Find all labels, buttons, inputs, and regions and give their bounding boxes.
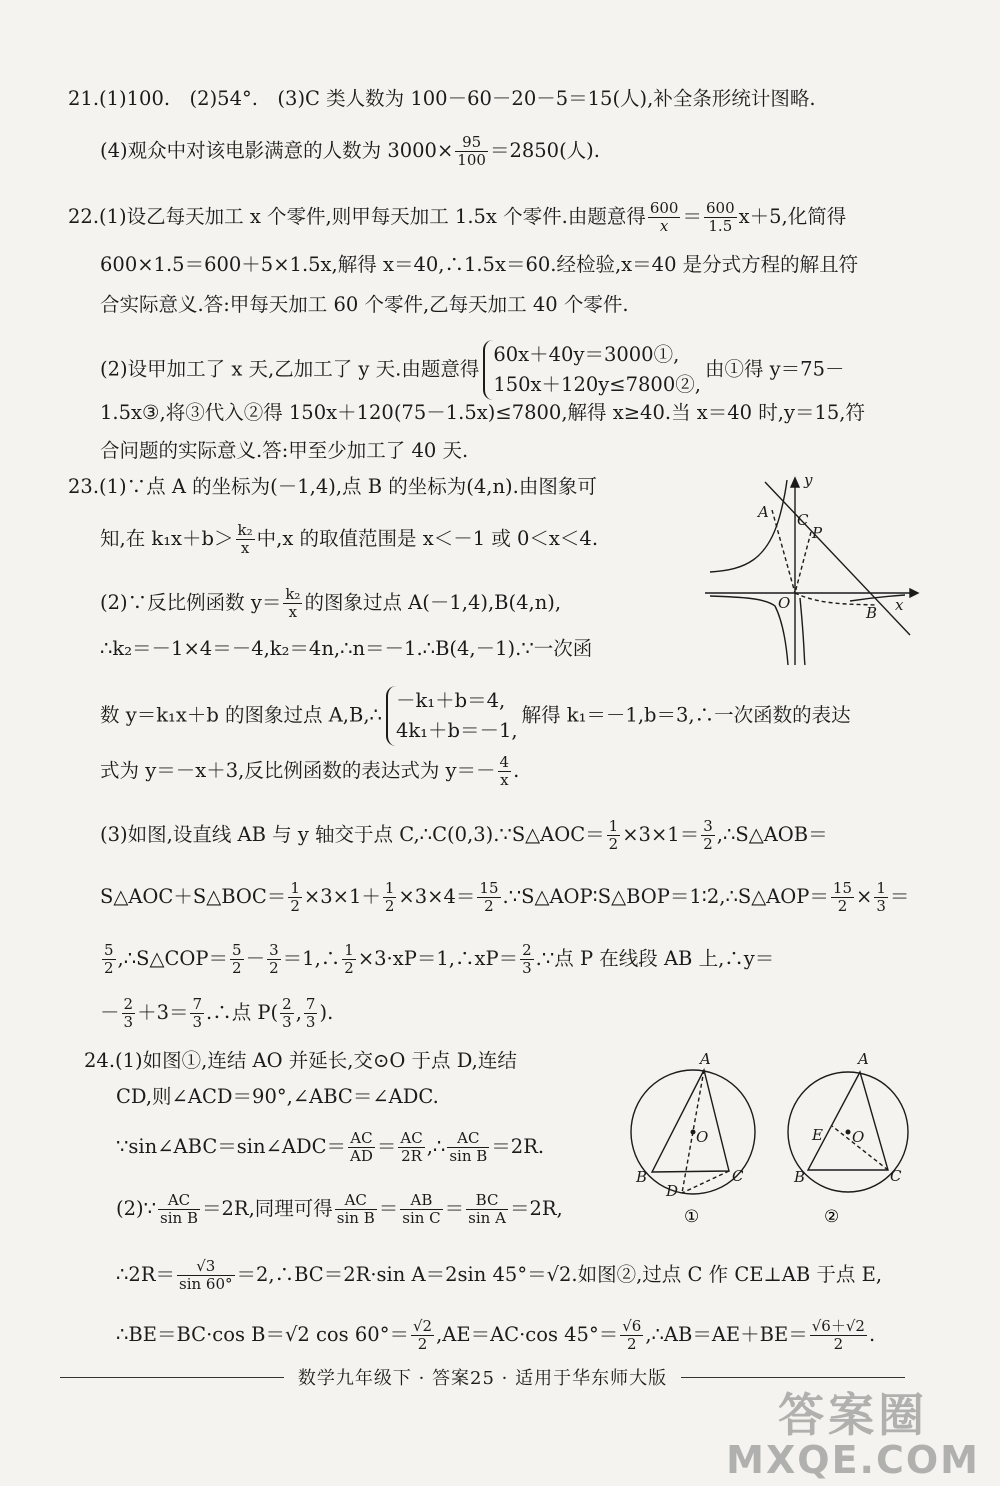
q23-line-7: (3)如图,设直线 AB 与 y 轴交于点 C,∴C(0,3).∵S△AOC＝ $\frac{1}{2}$ ×3×1＝ $\frac{3}{2}$ ,∴S△AOB＝ xyxy=(100,817,828,853)
q22-line-3: 合实际意义.答:甲每天加工 60 个零件,乙每天加工 40 个零件. xyxy=(100,293,629,316)
point-b-label: B xyxy=(866,604,878,622)
q23-line-8: S△AOC＋S△BOC＝ $\frac{1}{2}$ ×3×1＋ $\frac{1}{2}$ ×3×4＝ $\frac{15}{2}$ .∵S△AOP∶S△BOP＝1∶2,∴S△AOP＝ $\frac{15}{2}$ × $\frac{1}{3}$ ＝ xyxy=(100,879,910,915)
y-arrow xyxy=(791,478,799,487)
origin-label: O xyxy=(778,594,791,612)
q23-line-10: － $\frac{2}{3}$ ＋3＝ $\frac{7}{3}$ .∴点 P( $\frac{2}{3}$ , $\frac{7}{3}$ ). xyxy=(100,995,334,1031)
circle-figure-1 xyxy=(620,1050,770,1230)
y-label: y xyxy=(804,471,813,489)
q21-line-1: 21.(1)100. (2)54°. (3)C 类人数为 100－60－20－5＝15(人),补全条形统计图略. xyxy=(68,87,816,110)
dashed-oa xyxy=(772,510,795,593)
point-p-label: P xyxy=(812,524,823,542)
function-graph xyxy=(700,470,920,670)
q23-line-6: 式为 y＝－x＋3,反比例函数的表达式为 y＝－ $\frac{4}{x}$ . xyxy=(100,753,520,789)
svg-text:C: C xyxy=(890,1167,902,1185)
hyperbola-lower-right xyxy=(800,598,805,665)
line-ab xyxy=(765,482,910,635)
dashed-cd xyxy=(682,1171,729,1193)
footer-rule-right xyxy=(681,1377,905,1378)
q24-line-3: ∵sin∠ABC＝sin∠ADC＝ $\frac{AC}{AD}$ ＝ $\frac{AC}{2R}$ ,∴ $\frac{AC}{\text{sin B}}$ ＝2R. xyxy=(116,1129,545,1165)
q23-line-5: 数 y＝k₁x＋b 的图象过点 A,B,∴ －k₁＋b＝4, 4k₁＋b＝－1, 解得 k₁＝－1,b＝3,∴一次函数的表达 xyxy=(100,686,851,746)
footer-rule-left xyxy=(60,1377,284,1378)
q23-line-2: 知,在 k₁x＋b＞ $\frac{\text{k₂}}{x}$ 中,x 的取值范围是 x＜－1 或 0＜x＜4. xyxy=(100,521,599,557)
triangle-abc xyxy=(808,1072,888,1170)
q21-line-2: (4)观众中对该电影满意的人数为 3000× $\frac{95}{100}$ ＝2850(人). xyxy=(100,133,600,169)
watermark-site: MXQE.COM xyxy=(726,1438,980,1482)
q22-line-1: 22.(1)设乙每天加工 x 个零件,则甲每天加工 1.5x 个零件.由题意得 $\frac{600}{x}$ ＝ $\frac{600}{1.5}$ x＋5,化简得 xyxy=(68,199,847,235)
svg-text:C: C xyxy=(732,1167,744,1185)
figure-2-caption: ② xyxy=(824,1207,840,1227)
watermark xyxy=(726,1390,980,1480)
q23-line-1: 23.(1)∵点 A 的坐标为(－1,4),点 B 的坐标为(4,n).由图象可 xyxy=(68,475,597,498)
page-footer xyxy=(60,1364,905,1390)
q23-line-4: ∴k₂＝－1×4＝－4,k₂＝4n,∴n＝－1.∴B(4,－1).∵一次函 xyxy=(100,637,593,660)
x-arrow xyxy=(910,589,918,597)
watermark-logo: 答案圈 xyxy=(778,1388,929,1442)
dashed-op xyxy=(795,532,811,593)
footer-text: 数学九年级下 · 答案25 · 适用于华东师大版 xyxy=(297,1368,668,1389)
center-dot xyxy=(691,1130,696,1135)
svg-text:A: A xyxy=(858,1050,869,1068)
q24-line-1: 24.(1)如图①,连结 AO 并延长,交⊙O 于点 D,连结 xyxy=(84,1049,517,1072)
svg-text:B: B xyxy=(794,1168,806,1186)
circle-figure-2 xyxy=(780,1050,920,1230)
q23-line-9: $\frac{5}{2}$ ,∴S△COP＝ $\frac{5}{2}$ － $\frac{3}{2}$ ＝1,∴ $\frac{1}{2}$ ×3·xP＝1,∴xP＝ $\frac{2}{3}$ .∵点 P 在线段 AB 上,∴y＝ xyxy=(104,941,775,977)
q22-line-2: 600×1.5＝600＋5×1.5x,解得 x＝40,∴1.5x＝60.经检验,x＝40 是分式方程的解且符 xyxy=(100,253,859,276)
q22-line-4: (2)设甲加工了 x 天,乙加工了 y 天.由题意得 60x＋40y＝3000①, 150x＋120y≤7800②, 由①得 y＝75－ xyxy=(100,340,844,400)
q22-line-5: 1.5x③,将③代入②得 150x＋120(75－1.5x)≤7800,解得 x≥40.当 x＝40 时,y＝15,符 xyxy=(100,401,866,424)
q24-line-4: (2)∵ $\frac{AC}{\text{sin B}}$ ＝2R,同理可得 $\frac{AC}{\text{sin B}}$ ＝ $\frac{AB}{\text{sin C}}$ ＝ $\frac{BC}{\text{sin A}}$ ＝2R, xyxy=(116,1191,563,1227)
svg-text:O: O xyxy=(852,1128,865,1146)
hyperbola-upper-left-2 xyxy=(710,594,791,665)
q24-line-6: ∴BE＝BC·cos B＝√2 cos 60°＝ $\frac{√2}{2}$ ,AE＝AC·cos 45°＝ $\frac{√6}{2}$ ,∴AB＝AE＋BE＝ $\frac{√6+√2}{2}$ . xyxy=(116,1317,876,1353)
q24-line-5: ∴2R＝ $\frac{√3}{\sin 60^\circ}$ ＝2,∴BC＝2R·sin A＝2sin 45°＝√2.如图②,过点 C 作 CE⊥AB 于点 E, xyxy=(116,1257,883,1293)
q22-line-6: 合问题的实际意义.答:甲至少加工了 40 天. xyxy=(100,439,469,462)
x-label: x xyxy=(895,596,904,614)
triangle-abc xyxy=(652,1070,729,1172)
q23-line-3: (2)∵反比例函数 y＝ $\frac{\text{k₂}}{x}$ 的图象过点 A(－1,4),B(4,n), xyxy=(100,585,562,621)
fraction: $\frac{95}{100}$ xyxy=(457,133,486,169)
svg-text:B: B xyxy=(636,1168,648,1186)
point-a-label: A xyxy=(758,503,769,521)
figure-1-caption: ① xyxy=(684,1207,700,1227)
center-dot xyxy=(846,1130,851,1135)
svg-text:O: O xyxy=(696,1128,709,1146)
svg-text:E: E xyxy=(812,1126,823,1144)
svg-text:A: A xyxy=(700,1050,711,1068)
point-c-label: C xyxy=(797,511,809,529)
q24-line-2: CD,则∠ACD＝90°,∠ABC＝∠ADC. xyxy=(116,1085,439,1108)
svg-text:D: D xyxy=(666,1182,679,1200)
equation-system: 60x＋40y＝3000①, 150x＋120y≤7800②, xyxy=(483,340,701,400)
